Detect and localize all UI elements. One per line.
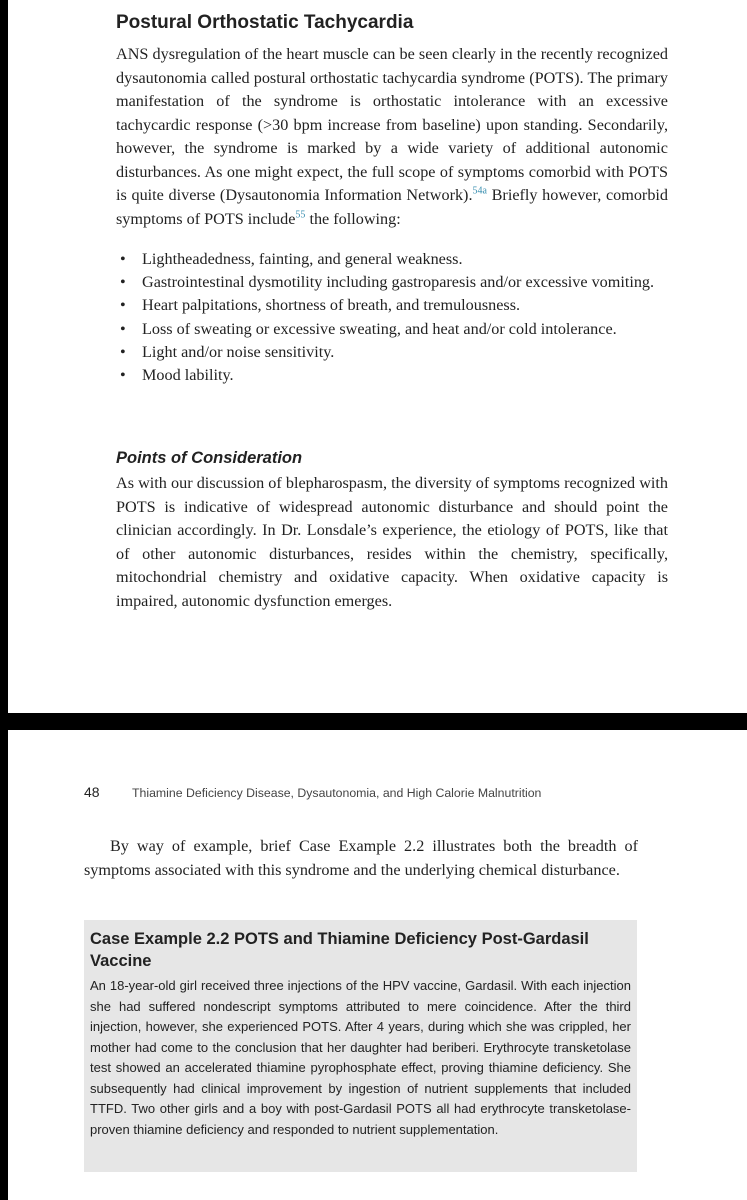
bullet: •: [120, 342, 126, 361]
book-page-bottom: [8, 730, 747, 1200]
list-item: [116, 248, 668, 271]
bullet: •: [120, 366, 126, 385]
intro-paragraph: [116, 43, 668, 231]
case-body: An 18-year-old girl received three injections of the HPV vaccine, Gardasil. With each injection she had suffered nondescript symptoms attributed to mere coincidence. After the third injection, however, she experienced POTS. After 4 years, during which she was crippled, her mother had come to the conclusion that her daughter had beriberi. Erythrocyte transketolase test showed an accelerated thiamine pyrophosphate effect, proving thiamine deficiency. She subsequently had clinical improvement by ingestion of nutrient supplements that included TTFD. Two other girls and a boy with post-Gardasil POTS all had erythrocyte transketolase-proven thiamine deficiency and responded to nutrient supplementation.: [90, 978, 631, 1137]
points-paragraph: As with our discussion of blepharospasm, the diversity of symptoms recognized with POTS is indicative of widespread autonomic disturbance and should point the clinician accordingly. In Dr. Lonsdale’s experience, the etiology of POTS, like that of other autonomic disturbances, resides within the chemistry, specifically, mitochondrial chemistry and oxidative capacity. When oxidative capacity is impaired, autonomic dysfunction emerges.: [116, 474, 668, 610]
bullet: •: [120, 250, 126, 268]
list-item: [116, 271, 668, 294]
book-page-top: [8, 0, 747, 713]
running-head: Thiamine Deficiency Disease, Dysautonomia, and High Calorie Malnutrition: [132, 786, 542, 800]
list-item: [116, 318, 668, 341]
intro-text-end: the following:: [305, 209, 401, 228]
section-heading: Postural Orthostatic Tachycardia: [116, 12, 414, 33]
intro-text: ANS dysregulation of the heart muscle can be seen clearly in the recently recognized dysautonomia called postural orthostatic tachycardia syndrome (POTS). The primary manifestation of the syndrome is orthostatic intolerance with an excessive tachycardic response (>30 bpm increase from baseline) upon standing. Secondarily, however, the syndrome is marked by a wide variety of additional autonomic disturbances. As one might expect, the full scope of symptoms comorbid with POTS is quite diverse (Dysautonomia Information Network).: [116, 45, 668, 204]
list-item-text: Loss of sweating or excessive sweating, and heat and/or cold intolerance.: [142, 319, 617, 338]
list-item-text: Heart palpitations, shortness of breath, and tremulousness.: [142, 296, 521, 315]
example-paragraph: By way of example, brief Case Example 2.2 illustrates both the breadth of symptoms associated with this syndrome and the underlying chemical disturbance.: [84, 837, 638, 879]
list-item: [116, 364, 668, 387]
list-item-text: Light and/or noise sensitivity.: [142, 342, 335, 361]
bullet: •: [120, 273, 126, 292]
bullet: •: [120, 319, 126, 338]
page-number: 48: [84, 784, 100, 800]
reference-54a[interactable]: 54a: [472, 185, 487, 197]
symptom-list: [116, 248, 668, 387]
bullet: •: [120, 296, 126, 315]
case-example-box: [84, 920, 637, 1172]
list-item: [116, 294, 668, 317]
list-item-text: Lightheadedness, fainting, and general weakness.: [142, 250, 463, 268]
intro-text-continued: Briefly however, comorbid symptoms of POTS include: [116, 186, 669, 228]
list-item: [116, 341, 668, 364]
sub-heading: Points of Consideration: [116, 449, 303, 467]
reference-55[interactable]: 55: [295, 209, 306, 221]
case-title: Case Example 2.2 POTS and Thiamine Deficiency Post-Gardasil Vaccine: [90, 930, 589, 970]
list-item-text: Gastrointestinal dysmotility including gastroparesis and/or excessive vomiting.: [142, 273, 655, 292]
list-item-text: Mood lability.: [142, 366, 234, 385]
